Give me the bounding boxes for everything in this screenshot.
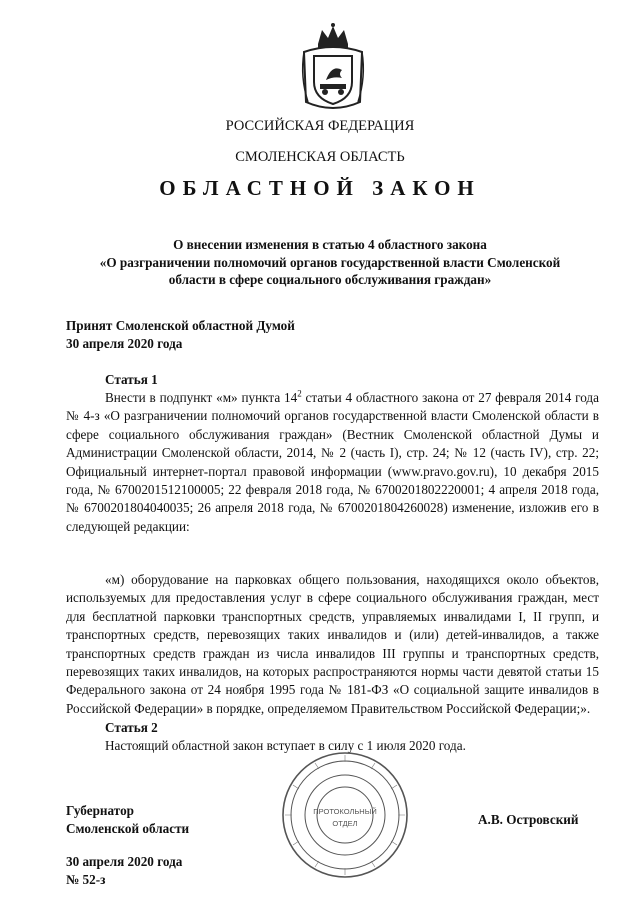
- article-1-quote: «м) оборудование на парковках общего пользования, находящихся около объектов, используемых для предоставления услуг в сфере социального обслуживания граждан, мест для бесплатной парковки транспортных средств, управляемых инвалидами I, II групп, и транспортных средств, перевозящих таких инвалидов и (или) детей-инвалидов, а также транспортных средств граждан из числа инвалидов III группы и транспортных средств, перевозящих таких инвалидов, на которых распространяются нормы части девятой статьи 15 Федерального закона от 24 ноября 1995 года № 181-ФЗ «О социальной защите инвалидов в Российской Федерации» в порядке, определяемом Правительством Российской Федерации;».: [66, 572, 599, 716]
- article-1-text: [66, 389, 599, 536]
- document-type: ОБЛАСТНОЙ ЗАКОН: [159, 176, 481, 200]
- law-title: [60, 236, 600, 289]
- adoption-note: [66, 317, 295, 352]
- article-1-superscript: 2: [297, 388, 302, 399]
- article-2-heading: Статья 2: [105, 720, 158, 735]
- stamp-text-line: ОТДЕЛ: [332, 819, 358, 828]
- official-stamp-icon: [280, 750, 410, 880]
- law-title-line: «О разграничении полномочий органов государственной власти Смоленской: [99, 254, 561, 270]
- article-1-text-rest: статьи 4 областного закона от 27 февраля 2014 года № 4-з «О разграничении полномочий органов государственной власти Смоленской области в сфере социального обслуживания граждан» (Вестник Смоленской областной Думы и Администрации Смоленской области, 2014, № 2 (часть I), стр. 24; № 12 (часть IV), стр. 22; Официальный интернет-портал правовой информации (www.pravo.gov.ru), 10 декабря 2015 года, № 6700201512100005; 22 февраля 2018 года, № 6700201802220001; 4 апреля 2018 года, № 6700201804040035; 26 апреля 2018 года, № 6700201804260028) изменение, изложив его в следующей редакции:: [66, 390, 599, 534]
- stamp-text-line: ПРОТОКОЛЬНЫЙ: [313, 807, 377, 816]
- region-name: СМОЛЕНСКАЯ ОБЛАСТЬ: [235, 149, 405, 165]
- law-title-line: О внесении изменения в статью 4 областного закона: [173, 237, 487, 252]
- article-2-text: Настоящий областной закон вступает в силу с 1 июля 2020 года.: [105, 738, 466, 753]
- signatory-title: [66, 802, 189, 837]
- adoption-body: Принят Смоленской областной Думой: [66, 318, 295, 333]
- signing-date: 30 апреля 2020 года: [66, 854, 183, 869]
- coat-of-arms-icon: [298, 22, 368, 112]
- country-name: РОССИЙСКАЯ ФЕДЕРАЦИЯ: [225, 118, 415, 134]
- signatory-position: Губернатор: [66, 803, 134, 818]
- document-footer: [66, 853, 182, 889]
- article-1-heading: Статья 1: [105, 372, 158, 387]
- article-1-text-start: Внести в подпункт «м» пункта 14: [105, 390, 298, 405]
- signatory-region: Смоленской области: [66, 820, 190, 836]
- law-title-line: области в сфере социального обслуживания граждан»: [168, 272, 492, 287]
- law-number: № 52-з: [66, 872, 106, 887]
- signatory-name: А.В. Островский: [478, 812, 579, 827]
- adoption-date: 30 апреля 2020 года: [66, 335, 183, 351]
